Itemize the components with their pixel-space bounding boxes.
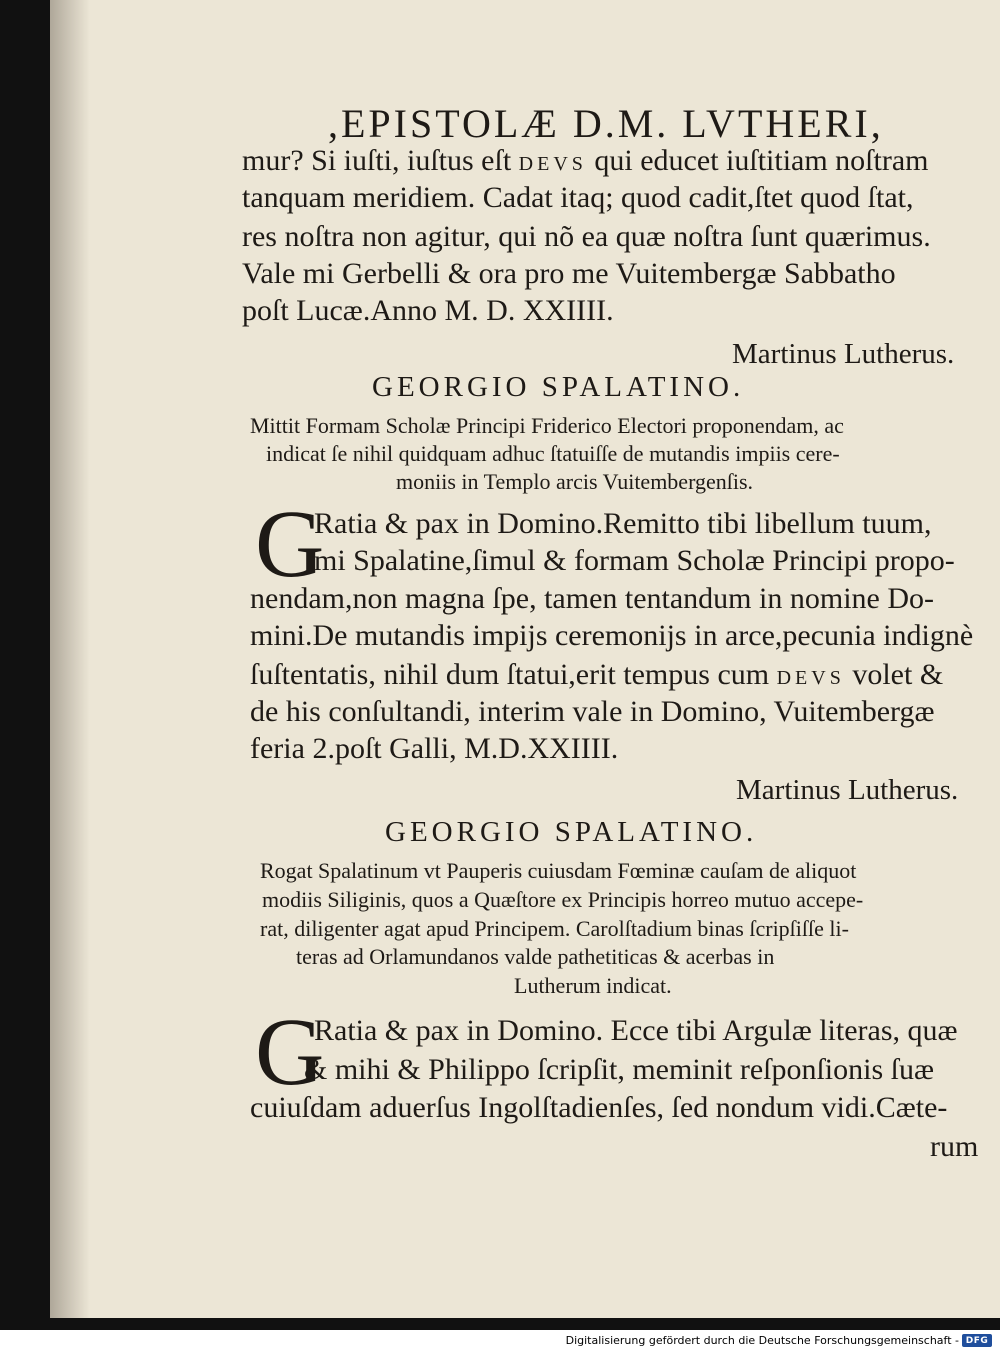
l3-lines-line — [304, 1055, 934, 1085]
l1-lines-line — [242, 183, 914, 213]
line-text: Ratia & pax in Domino. Ecce tibi Argulæ literas, quæ — [314, 1014, 958, 1047]
line-text: mini.De mutandis impijs ceremonijs in arce,pecunia indignè — [250, 619, 974, 652]
line-text: nendam,non magna ſpe, tamen tentandum in nomine Do- — [250, 582, 934, 615]
l1-lines-line — [242, 259, 896, 289]
book-page — [50, 0, 1000, 1318]
l2-lines-line — [314, 546, 955, 576]
line-text: poſt Lucæ.Anno M. D. XXIIII. — [242, 294, 614, 327]
l3-summary-line — [262, 889, 863, 911]
l3-summary-line — [514, 975, 672, 997]
line-text: indicat ſe nihil quidquam adhuc ſtatuiſſe de mutandis impiis cere- — [266, 441, 840, 466]
line-text: tanquam meridiem. Cadat itaq; quod cadit,ſtet quod ſtat, — [242, 181, 914, 214]
running-head: ,EPISTOLÆ D.M. LVTHERI, — [328, 101, 884, 146]
l2-summary-line — [250, 415, 844, 437]
line-text: Mittit Formam Scholæ Principi Friderico Electori proponendam, ac — [250, 413, 844, 438]
letter3-heading: GEORGIO SPALATINO. — [385, 816, 758, 848]
l2-lines-line — [314, 509, 931, 539]
footer-credit: Digitalisierung gefördert durch die Deutsche Forschungsgemeinschaft - — [565, 1334, 959, 1347]
line-text: Lutherum indicat. — [514, 973, 672, 998]
dfg-logo-icon: DFG — [962, 1334, 992, 1347]
line-text: mi Spalatine,ſimul & formam Scholæ Principi propo- — [314, 544, 955, 577]
small-caps-word: DEVS — [518, 153, 587, 175]
l3-summary-line — [260, 860, 856, 882]
line-text: qui educet iuſtitiam noſtram — [586, 144, 929, 177]
line-text: feria 2.poſt Galli, M.D.XXIIII. — [250, 732, 619, 765]
catchword: rum — [930, 1130, 979, 1163]
line-text: modiis Siliginis, quos a Quæſtore ex Principis horreo mutuo accepe- — [262, 887, 864, 912]
line-text: & mihi & Philippo ſcripſit, meminit reſponſionis ſuæ — [304, 1053, 934, 1086]
letter2-heading: GEORGIO SPALATINO. — [372, 371, 745, 403]
line-text: rat, diligenter agat apud Principem. Carolſtadium binas ſcripſiſſe li- — [260, 916, 849, 941]
l1-lines-line — [242, 222, 931, 252]
letter1-signature: Martinus Lutherus. — [732, 338, 955, 370]
l1-lines-line — [242, 146, 929, 176]
line-text: Ratia & pax in Domino.Remitto tibi libellum tuum, — [314, 507, 932, 540]
letter2-dropcap: G — [255, 490, 325, 597]
letter2-signature: Martinus Lutherus. — [736, 774, 959, 806]
line-text: de his conſultandi, interim vale in Domino, Vuitembergæ — [250, 695, 935, 728]
line-text: res noſtra non agitur, qui nõ ea quæ noſtra ſunt quærimus. — [242, 220, 931, 253]
small-caps-word: DEVS — [776, 667, 845, 689]
l1-lines-line — [242, 296, 614, 326]
line-text: cuiuſdam aduerſus Ingolſtadienſes, ſed nondum vidi.Cæte- — [250, 1091, 948, 1124]
l3-summary-line — [260, 918, 849, 940]
l3-summary-line — [296, 946, 774, 968]
line-text: teras ad Orlamundanos valde pathetiticas & acerbas in — [296, 944, 775, 969]
l2-summary-line — [266, 443, 840, 465]
l3-lines-line — [314, 1016, 958, 1046]
line-text: Vale mi Gerbelli & ora pro me Vuitembergæ Sabbatho — [242, 257, 896, 290]
l2-summary-line — [396, 471, 753, 493]
line-text: moniis in Templo arcis Vuitembergenſis. — [396, 469, 754, 494]
line-text: Rogat Spalatinum vt Pauperis cuiusdam Fœminæ cauſam de aliquot — [260, 858, 857, 883]
l2-lines-line — [250, 584, 934, 614]
footer — [566, 1334, 992, 1347]
l3-lines-line — [250, 1093, 947, 1123]
line-text: ſuſtentatis, nihil dum ſtatui,erit tempus cum — [250, 658, 777, 691]
l2-lines-line — [250, 621, 973, 651]
line-text: mur? Si iuſti, iuſtus eſt — [242, 144, 519, 177]
l2-lines-line — [250, 697, 935, 727]
letter3-dropcap: G — [255, 998, 325, 1105]
line-text: volet & — [844, 658, 944, 691]
l2-lines-line — [250, 734, 618, 764]
l2-lines-line — [250, 660, 943, 690]
